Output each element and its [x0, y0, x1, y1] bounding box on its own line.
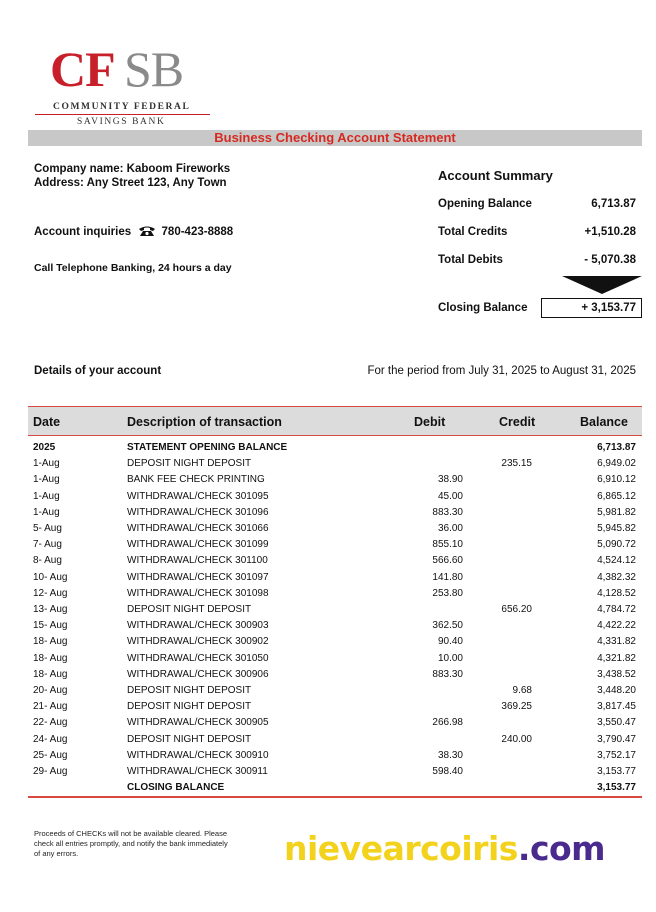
total-debits-label: Total Debits — [438, 254, 503, 266]
company-name: Company name: Kaboom Fireworks — [34, 163, 231, 175]
footnote: Proceeds of CHECKs will not be available cleared. Please check all entries promptly, and notify the bank immediately of any errors. — [34, 829, 228, 858]
cell-desc: WITHDRAWAL/CHECK 301098 — [127, 587, 269, 599]
table-row — [0, 586, 656, 602]
closing-balance-label: Closing Balance — [438, 302, 528, 314]
cell-balance: 6,949.02 — [597, 458, 636, 470]
cell-date: 20- Aug — [33, 685, 68, 696]
cell-balance: 4,382.32 — [597, 571, 636, 583]
table-row — [0, 456, 656, 472]
telephone-icon — [138, 225, 156, 240]
table-row — [0, 667, 656, 683]
cell-balance: 4,331.82 — [597, 636, 636, 648]
table-row — [0, 634, 656, 650]
cell-balance: 3,153.77 — [597, 766, 636, 777]
cell-balance: 3,752.17 — [597, 749, 636, 761]
inquiries-label: Account inquiries — [34, 226, 132, 238]
cell-date: 18- Aug — [33, 652, 68, 664]
total-debits-value: - 5,070.38 — [584, 254, 636, 266]
cell-desc: WITHDRAWAL/CHECK 301100 — [127, 555, 268, 567]
cell-desc: WITHDRAWAL/CHECK 301097 — [127, 571, 269, 583]
statement-title: Business Checking Account Statement — [214, 130, 456, 145]
cell-balance: 3,438.52 — [597, 668, 636, 680]
cell-desc: WITHDRAWAL/CHECK 301095 — [127, 490, 269, 502]
statement-period: For the period from July 31, 2025 to August 31, 2025 — [367, 365, 636, 377]
cell-debit: 45.00 — [437, 490, 463, 502]
cell-debit: 36.00 — [437, 523, 463, 534]
cell-credit: 240.00 — [501, 733, 532, 745]
cell-date: 29- Aug — [33, 766, 68, 777]
header-balance: Balance — [580, 415, 628, 429]
cell-date: 1-Aug — [33, 506, 60, 518]
table-row — [0, 715, 656, 731]
cell-debit: 10.00 — [437, 652, 463, 664]
cell-date: 2025 — [33, 442, 56, 453]
cell-debit: 855.10 — [432, 539, 463, 551]
table-row — [0, 505, 656, 521]
cell-date: 21- Aug — [33, 701, 68, 713]
header-description: Description of transaction — [127, 415, 282, 429]
total-credits-label: Total Credits — [438, 226, 508, 238]
inquiries-phone: 780-423-8888 — [161, 226, 234, 238]
cell-date: 22- Aug — [33, 717, 68, 729]
cell-debit: 141.80 — [432, 571, 463, 583]
cell-credit: 369.25 — [501, 701, 532, 713]
cell-desc: WITHDRAWAL/CHECK 300902 — [127, 636, 269, 648]
cell-desc: WITHDRAWAL/CHECK 301096 — [127, 506, 269, 518]
table-row — [0, 440, 656, 456]
cell-debit: 38.90 — [437, 474, 463, 486]
cell-credit: 656.20 — [501, 604, 532, 615]
logo-community-federal: COMMUNITY FEDERAL — [53, 102, 191, 112]
table-row — [0, 699, 656, 715]
logo-rule — [35, 114, 210, 115]
cell-desc: WITHDRAWAL/CHECK 300906 — [127, 668, 269, 680]
cell-date: 1-Aug — [33, 490, 60, 502]
cell-credit: 9.68 — [512, 685, 532, 696]
cell-desc: STATEMENT OPENING BALANCE — [127, 442, 288, 453]
down-arrow-icon — [562, 276, 642, 294]
logo-cf: CF — [50, 41, 115, 97]
cell-debit: 266.98 — [432, 717, 463, 729]
table-row — [0, 764, 656, 780]
account-inquiries — [34, 225, 233, 240]
table-row — [0, 780, 656, 796]
cell-date: 18- Aug — [33, 668, 68, 680]
table-row — [0, 748, 656, 764]
table-row — [0, 553, 656, 569]
opening-balance-value: 6,713.87 — [591, 198, 636, 210]
cell-balance: 4,321.82 — [597, 652, 636, 664]
cell-desc: DEPOSIT NIGHT DEPOSIT — [127, 701, 252, 713]
cell-desc: WITHDRAWAL/CHECK 301099 — [127, 539, 269, 551]
cell-debit: 253.80 — [432, 587, 463, 599]
table-row — [0, 570, 656, 586]
cell-desc: WITHDRAWAL/CHECK 301066 — [127, 523, 269, 534]
cell-desc: WITHDRAWAL/CHECK 300911 — [127, 766, 268, 777]
cell-balance: 5,981.82 — [597, 506, 636, 518]
table-row — [0, 602, 656, 618]
table-row — [0, 472, 656, 488]
cell-debit: 362.50 — [432, 620, 463, 632]
cell-desc: WITHDRAWAL/CHECK 300905 — [127, 717, 269, 729]
cell-date: 25- Aug — [33, 749, 68, 761]
telephone-banking-note: Call Telephone Banking, 24 hours a day — [34, 262, 232, 274]
cell-balance: 4,422.22 — [597, 620, 636, 632]
cell-date: 1-Aug — [33, 474, 60, 486]
cell-balance: 3,448.20 — [597, 685, 636, 696]
cell-desc: DEPOSIT NIGHT DEPOSIT — [127, 458, 252, 470]
cell-balance: 4,524.12 — [597, 555, 636, 567]
table-header — [28, 406, 642, 436]
table-row — [0, 618, 656, 634]
cell-date: 13- Aug — [33, 604, 68, 615]
cell-balance: 6,713.87 — [597, 442, 636, 453]
cell-date: 8- Aug — [33, 555, 62, 567]
cell-desc: BANK FEE CHECK PRINTING — [127, 474, 265, 486]
cell-balance: 3,817.45 — [597, 701, 636, 713]
cell-balance: 3,790.47 — [597, 733, 636, 745]
table-bottom-rule — [28, 796, 642, 798]
cell-desc: DEPOSIT NIGHT DEPOSIT — [127, 604, 252, 615]
header-credit: Credit — [499, 415, 536, 429]
cell-debit: 883.30 — [432, 668, 463, 680]
watermark-part2: .com — [517, 829, 606, 868]
cell-date: 5- Aug — [33, 523, 62, 534]
cell-debit: 598.40 — [432, 766, 463, 777]
cell-balance: 5,945.82 — [597, 523, 636, 534]
cell-balance: 4,128.52 — [597, 587, 636, 599]
watermark-part1: nievearcoiris — [284, 829, 518, 868]
account-summary-title: Account Summary — [438, 168, 553, 183]
table-row — [0, 651, 656, 667]
logo-sb: SB — [124, 41, 184, 97]
cell-balance: 3,153.77 — [597, 782, 636, 794]
cell-credit: 235.15 — [501, 458, 532, 470]
cell-desc: DEPOSIT NIGHT DEPOSIT — [127, 685, 252, 696]
cell-desc: WITHDRAWAL/CHECK 301050 — [127, 652, 269, 664]
company-info — [34, 162, 230, 190]
transactions-table — [0, 440, 656, 796]
cell-debit: 38.30 — [437, 749, 463, 761]
table-row — [0, 521, 656, 537]
table-row — [0, 537, 656, 553]
cell-desc: WITHDRAWAL/CHECK 300910 — [127, 749, 269, 761]
logo-savings-bank: SAVINGS BANK — [77, 117, 166, 127]
cell-balance: 5,090.72 — [597, 539, 636, 551]
cell-debit: 90.40 — [437, 636, 463, 648]
table-row — [0, 683, 656, 699]
details-title: Details of your account — [34, 365, 162, 377]
table-row — [0, 489, 656, 505]
cell-balance: 3,550.47 — [597, 717, 636, 729]
header-debit: Debit — [414, 415, 446, 429]
cell-date: 12- Aug — [33, 587, 68, 599]
watermark — [284, 829, 606, 868]
cell-debit: 883.30 — [432, 506, 463, 518]
cell-desc: WITHDRAWAL/CHECK 300903 — [127, 620, 269, 632]
company-address: Address: Any Street 123, Any Town — [34, 177, 227, 189]
total-credits-value: +1,510.28 — [584, 226, 636, 238]
table-row — [0, 732, 656, 748]
cell-balance: 4,784.72 — [597, 604, 636, 615]
cell-desc: DEPOSIT NIGHT DEPOSIT — [127, 733, 252, 745]
cell-date: 10- Aug — [33, 571, 68, 583]
cell-balance: 6,910.12 — [597, 474, 636, 486]
cell-date: 1-Aug — [33, 458, 60, 470]
cell-desc: CLOSING BALANCE — [127, 782, 225, 794]
header-date: Date — [33, 415, 61, 429]
cell-date: 24- Aug — [33, 733, 68, 745]
cell-debit: 566.60 — [432, 555, 463, 567]
cell-date: 7- Aug — [33, 539, 62, 551]
cell-date: 15- Aug — [33, 620, 68, 632]
cell-balance: 6,865.12 — [597, 490, 636, 502]
closing-balance-value: + 3,153.77 — [541, 298, 642, 318]
opening-balance-label: Opening Balance — [438, 198, 532, 210]
cell-date: 18- Aug — [33, 636, 68, 648]
